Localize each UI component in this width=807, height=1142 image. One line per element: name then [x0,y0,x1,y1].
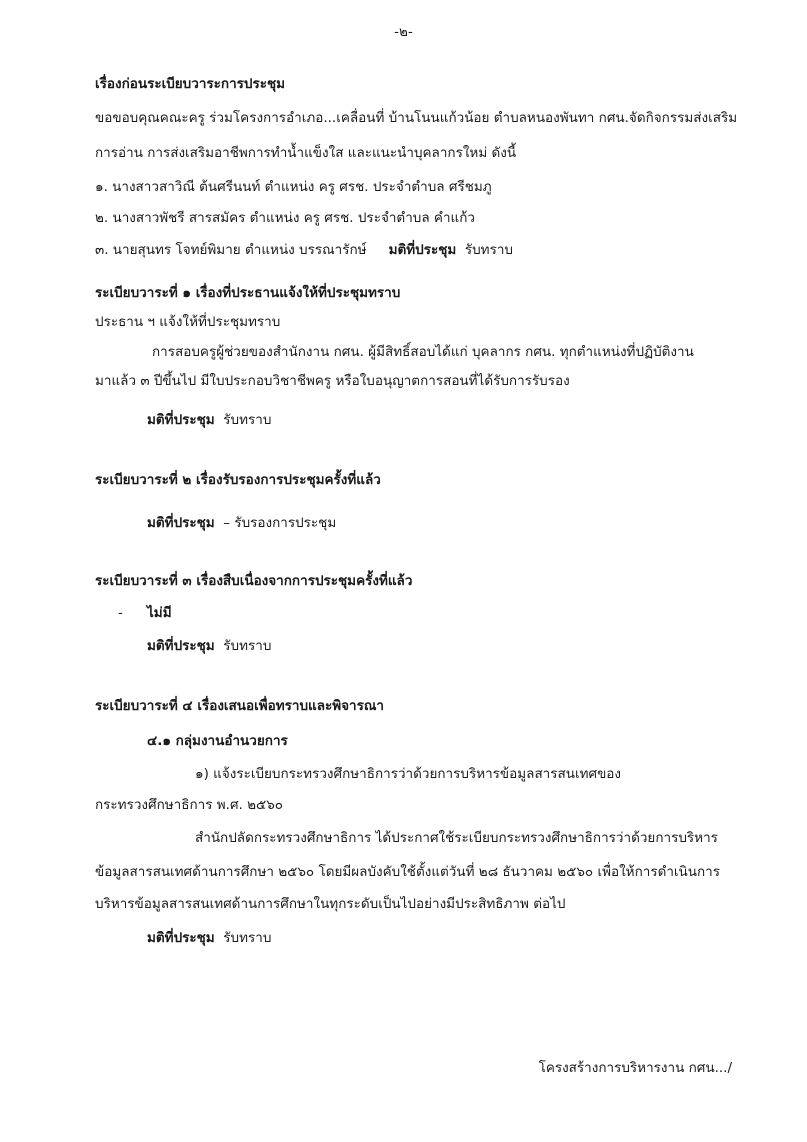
pre-agenda-item-3-text: ๓. นายสุนทร โจทย์พิมาย ตำแหน่ง บรรณารักษ์ [95,242,367,258]
resolution-label: มติที่ประชุม [147,412,215,428]
footer-continuation: โครงสร้างการบริหารงาน กศน.../ [538,1060,732,1076]
resolution-label: มติที่ประชุม [147,638,215,654]
page-number: -๒- [394,24,413,40]
agenda-4-heading: ระเบียบวาระที่ ๔ เรื่องเสนอเพื่อทราบและพิจารณา [95,698,384,714]
pre-agenda-line-2: การอ่าน การส่งเสริมอาชีพการทำน้ำแข็งใส และแนะนำบุคลากรใหม่ ดังนี้ [95,145,517,161]
resolution-value: – รับรองการประชุม [223,515,337,531]
pre-agenda-line-1: ขอขอบคุณคณะครู ร่วมโครงการอำเภอ...เคลื่อนที่ บ้านโนนแก้วน้อย ตำบลหนองพันทา กศน.จัดกิจกรรมส่งเสริม [95,110,738,126]
resolution-label: มติที่ประชุม [388,242,457,258]
resolution-value: รับทราบ [464,242,513,258]
agenda-3-dash: - [118,605,123,621]
agenda-4-para-line-3: บริหารข้อมูลสารสนเทศด้านการศึกษาในทุกระดับเป็นไปอย่างมีประสิทธิภาพ ต่อไป [95,896,566,912]
agenda-4-para-line-1: สำนักปลัดกระทรวงศึกษาธิการ ได้ประกาศใช้ระเบียบกระทรวงศึกษาธิการว่าด้วยการบริหาร [195,830,718,846]
resolution-value: รับทราบ [223,412,272,428]
agenda-3-resolution [147,638,271,654]
agenda-1-resolution [147,412,271,428]
agenda-1-heading: ระเบียบวาระที่ ๑ เรื่องที่ประธานแจ้งให้ที่ประชุมทราบ [95,285,401,301]
resolution-value: รับทราบ [223,638,272,654]
agenda-1-line-3: มาแล้ว ๓ ปีขึ้นไป มีใบประกอบวิชาชีพครู หรือใบอนุญาตการสอนที่ได้รับการรับรอง [95,373,570,389]
agenda-4-resolution [147,930,271,946]
resolution-label: มติที่ประชุม [147,930,215,946]
agenda-1-line-2: การสอบครูผู้ช่วยของสำนักงาน กศน. ผู้มีสิทธิ์สอบได้แก่ บุคลากร กศน. ทุกตำแหน่งที่ปฏิบัติงาน [152,344,694,360]
pre-agenda-item-1: ๑. นางสาวสาวิณี ต้นศรีนนท์ ตำแหน่ง ครู ศรช. ประจำตำบล ศรีชมภู [95,179,492,195]
agenda-1-line-1: ประธาน ฯ แจ้งให้ที่ประชุมทราบ [95,314,281,330]
agenda-3-none: ไม่มี [147,605,172,621]
agenda-4-para-line-2: ข้อมูลสารสนเทศด้านการศึกษา ๒๕๖๐ โดยมีผลบังคับใช้ตั้งแต่วันที่ ๒๘ ธันวาคม ๒๕๖๐ เพื่อให้การดำเนินการ [95,864,721,880]
pre-agenda-heading: เรื่องก่อนระเบียบวาระการประชุม [95,76,286,92]
agenda-4-item-1-line-2: กระทรวงศึกษาธิการ พ.ศ. ๒๕๖๐ [95,797,284,813]
agenda-3-heading: ระเบียบวาระที่ ๓ เรื่องสืบเนื่องจากการประชุมครั้งที่แล้ว [95,573,413,589]
agenda-2-resolution [147,515,336,531]
resolution-label: มติที่ประชุม [147,515,215,531]
resolution-value: รับทราบ [223,930,272,946]
agenda-4-item-1-line-1: ๑) แจ้งระเบียบกระทรวงศึกษาธิการว่าด้วยการบริหารข้อมูลสารสนเทศของ [195,766,621,782]
agenda-2-heading: ระเบียบวาระที่ ๒ เรื่องรับรองการประชุมครั้งที่แล้ว [95,472,381,488]
pre-agenda-item-2: ๒. นางสาวพัชรี สารสมัคร ตำแหน่ง ครู ศรช. ประจำตำบล คำแก้ว [95,210,475,226]
pre-agenda-item-3 [95,242,513,258]
agenda-4-sub-heading: ๔.๑ กลุ่มงานอำนวยการ [147,733,288,749]
